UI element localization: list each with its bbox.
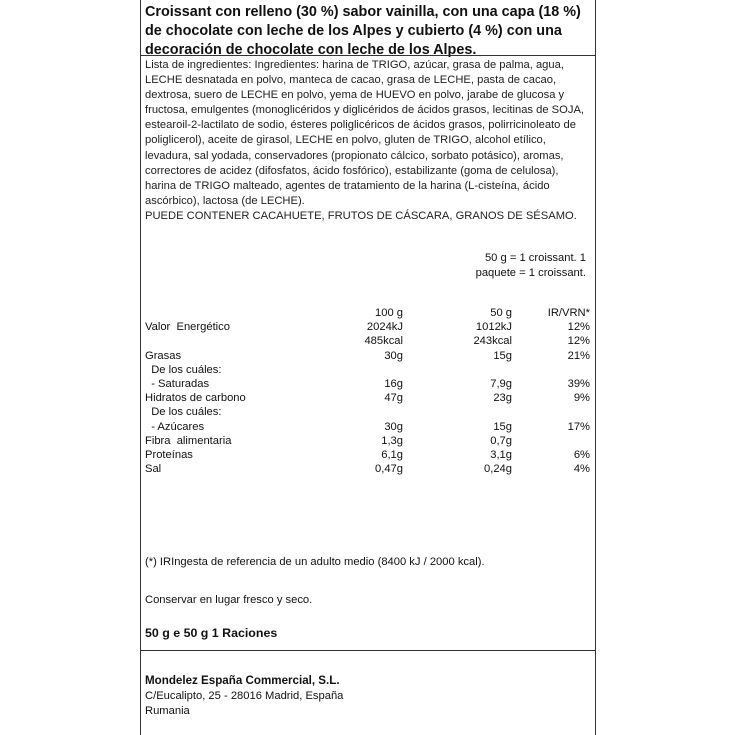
divider (140, 55, 596, 56)
nutrient-name: - Saturadas (145, 377, 210, 390)
nutrient-name: Fibra alimentaria (145, 434, 232, 447)
company-block (145, 673, 343, 720)
value-per-100g: 30g (384, 420, 403, 433)
ir-percent: 6% (573, 448, 590, 461)
nutrient-name: Grasas (145, 349, 182, 362)
value-per-50g: 1012kJ (475, 321, 512, 334)
value-per-50g: 3,1g (490, 448, 512, 461)
value-per-50g: 7,9g (490, 377, 512, 390)
nutrition-row (145, 405, 590, 419)
nutrition-row (145, 434, 590, 448)
value-per-100g: 16g (384, 377, 403, 390)
ir-percent: 9% (573, 392, 590, 405)
nutrient-name: De los cuáles: (145, 406, 222, 419)
nutrient-name: Sal (145, 463, 162, 476)
header-ir: IR/VRN* (547, 307, 590, 319)
ingredients-list: Lista de ingredientes: Ingredientes: harina de TRIGO, azúcar, grasa de palma, agua, LECHE desnatada en polvo, manteca de cacao, grasa de LECHE, pasta de cacao, dextrosa, suero de LECHE en polvo, yema de HUEVO en polvo, jarabe de glucosa y fructosa, emulgentes (monoglicéridos y diglicéridos de ácidos grasos, lecitinas de SOJA, estearoil-2-lactilato de sodio, ésteres poliglicéricos de ácidos grasos, polirricinoleato de poliglicerol), aceite de girasol, LECHE en polvo, gluten de TRIGO, alcohol etílico, levadura, sal yodada, conservadores (propionato cálcico, sorbato potásico), aromas, correctores de acidez (difosfatos, ácido fosfórico), estabilizante (goma de celulosa), harina de TRIGO malteado, agentes de tratamiento de la harina (L-cisteína, ácido ascórbico), lactosa (de LECHE). (145, 59, 585, 207)
product-title: Croissant con relleno (30 %) sabor vainilla, con una capa (18 %) de chocolate con leche de los Alpes y cubierto (4 %) con una decoración de chocolate con leche de los Alpes. (145, 4, 581, 58)
ir-percent: 12% (567, 335, 590, 348)
nutrient-name: Hidratos de carbono (145, 392, 246, 405)
ir-percent: 12% (567, 321, 590, 334)
company-address: C/Eucalipto, 25 - 28016 Madrid, España (145, 689, 344, 702)
value-per-50g: 23g (493, 392, 512, 405)
ir-percent: 4% (573, 463, 590, 476)
divider (140, 650, 596, 651)
value-per-50g: 0,7g (490, 434, 512, 447)
ir-percent: 21% (567, 349, 590, 362)
value-per-100g: 0,47g (375, 463, 403, 476)
nutrient-name: - Azúcares (145, 420, 205, 433)
nutrition-header-row (145, 306, 590, 320)
value-per-50g: 0,24g (484, 463, 512, 476)
serving-line-2: paquete = 1 croissant. (475, 267, 586, 279)
value-per-100g: 2024kJ (366, 321, 403, 334)
nutrient-name: Proteínas (145, 448, 193, 461)
value-per-50g: 15g (493, 420, 512, 433)
nutrition-table (145, 306, 590, 476)
value-per-100g: 485kcal (364, 335, 403, 348)
value-per-100g: 30g (384, 349, 403, 362)
value-per-50g: 15g (493, 349, 512, 362)
serving-line-1: 50 g = 1 croissant. 1 (484, 252, 586, 264)
ir-percent: 39% (567, 377, 590, 390)
nutrition-row (145, 363, 590, 377)
value-per-100g: 1,3g (381, 434, 403, 447)
nutrient-name: Valor Energético (145, 321, 230, 334)
nutrition-row (145, 377, 590, 391)
nutrition-row (145, 320, 590, 334)
allergen-warning: PUEDE CONTENER CACAHUETE, FRUTOS DE CÁSCARA, GRANOS DE SÉSAMO. (145, 209, 577, 222)
value-per-100g: 47g (384, 392, 403, 405)
nutrition-row (145, 462, 590, 476)
serving-info (430, 251, 586, 281)
country-of-origin: Rumania (145, 705, 190, 717)
nutrition-row (145, 391, 590, 405)
storage-instructions: Conservar en lugar fresco y seco. (145, 594, 313, 606)
company-name: Mondelez España Commercial, S.L. (145, 674, 340, 687)
value-per-50g: 243kcal (473, 335, 512, 348)
ingredients-block (145, 58, 591, 224)
reference-footnote: (*) IRIngesta de referencia de un adulto medio (8400 kJ / 2000 kcal). (145, 556, 485, 568)
nutrient-name: De los cuáles: (145, 363, 222, 376)
nutrition-row (145, 420, 590, 434)
nutrition-row (145, 334, 590, 348)
portion-info: 50 g e 50 g 1 Raciones (145, 626, 278, 640)
header-per-100g: 100 g (375, 307, 403, 319)
ir-percent: 17% (567, 420, 590, 433)
nutrition-row (145, 349, 590, 363)
nutrition-row (145, 448, 590, 462)
value-per-100g: 6,1g (381, 448, 403, 461)
header-per-50g: 50 g (490, 307, 512, 319)
